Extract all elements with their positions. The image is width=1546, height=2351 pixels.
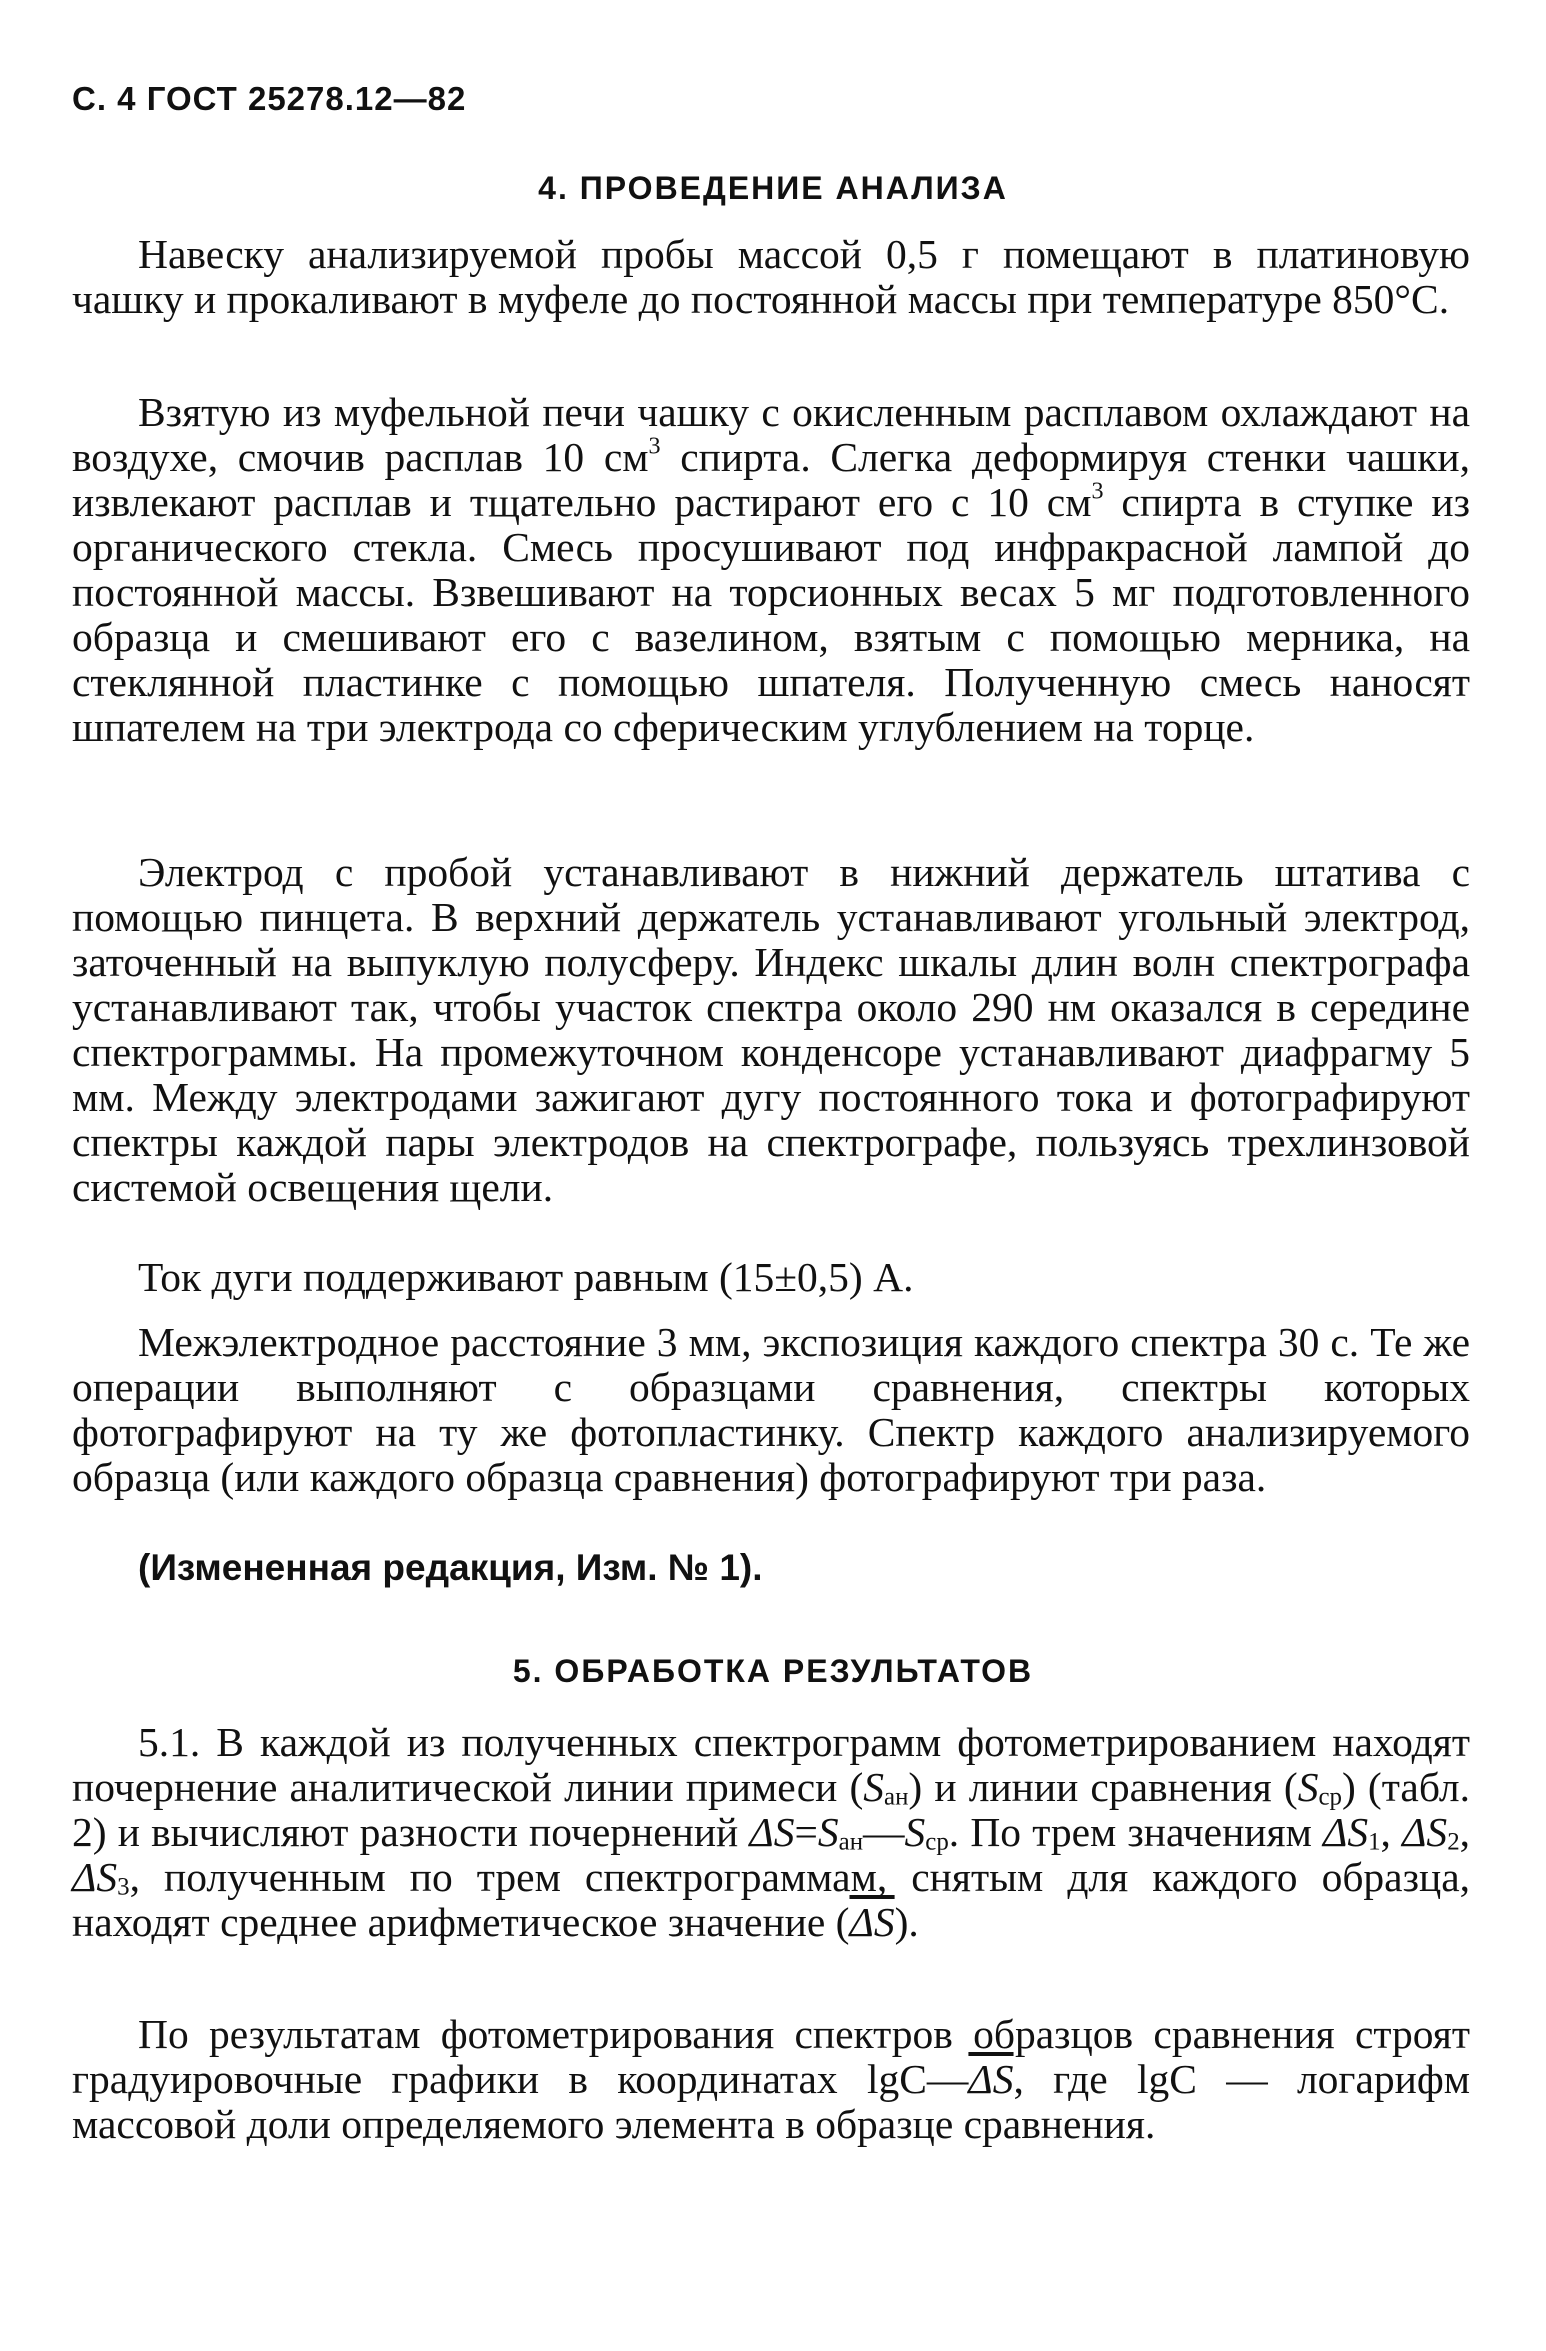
- section-4-paragraph-1: Навеску анализируемой пробы массой 0,5 г помещают в платиновую чашку и прокаливают в муфеле до постоянной массы при температуре 850°С.: [72, 231, 1470, 322]
- section-4-title: 4. ПРОВЕДЕНИЕ АНАЛИЗА: [538, 170, 1008, 206]
- section-4-paragraph-5: Межэлектродное расстояние 3 мм, экспозиция каждого спектра 30 с. Те же операции выполняют с образцами сравнения, спектры которых фотографируют на ту же фотопластинку. Спектр каждого анализируемого образца (или каждого образца сравнения) фотографируют три раза.: [72, 1319, 1470, 1500]
- section-4-paragraph-2: Взятую из муфельной печи чашку с окисленным расплавом охлаждают на воздухе, смочив расплав 10 $см^3$ спирта. Слегка деформируя стенки чашки, извлекают расплав и тщательно растирают его с 10 $см^3$ спирта в ступке из органического стекла. Смесь просушивают под инфракрасной лампой до постоянной массы. Взвешивают на торсионных весах 5 мг подготовленного образца и смешивают его с вазелином, взятым с помощью мерника, на стеклянной пластинке с помощью шпателя. Полученную смесь наносят шпателем на три электрода со сферическим углублением на торце.: [72, 389, 1470, 750]
- amendment-note: (Измененная редакция, Изм. № 1).: [138, 1547, 763, 1588]
- section-5-paragraph-1: 5.1. В каждой из полученных спектрограмм фотометрированием находят почернение аналитической линии примеси $(S_{ан})$ и линии сравнения $(S_{ср})$ (табл. 2) и вычисляют разности почернений $\Delta S=S_{ан}—S_{ср}$. По трем значениям $\Delta S_1$, $\Delta S_2$, $\Delta S_3$, полученным по трем спектрограммам, снятым для каждого образца, находят среднее арифметическое значение $(\overline{\Delta S})$.: [72, 1719, 1471, 1945]
- section-5-title: 5. ОБРАБОТКА РЕЗУЛЬТАТОВ: [512, 1653, 1034, 1689]
- section-4-paragraph-4: Ток дуги поддерживают равным (15±0,5) А.: [138, 1254, 914, 1300]
- page-header: С. 4 ГОСТ 25278.12—82: [72, 80, 467, 117]
- section-5-paragraph-2: По результатам фотометрирования спектров образцов сравнения строят градуировочные графики в координатах $\lg С—\overline{\Delta S}$, где lgС — логарифм массовой доли определяемого элемента в образце сравнения.: [72, 2011, 1470, 2147]
- section-4-paragraph-3: Электрод с пробой устанавливают в нижний держатель штатива с помощью пинцета. В верхний держатель устанавливают угольный электрод, заточенный на выпуклую полусферу. Индекс шкалы длин волн спектрографа устанавливают так, чтобы участок спектра около 290 нм оказался в середине спектрограммы. На промежуточном конденсоре устанавливают диафрагму 5 мм. Между электродами зажигают дугу постоянного тока и фотографируют спектры каждой пары электродов на спектрографе, пользуясь трехлинзовой системой освещения щели.: [72, 849, 1470, 1210]
